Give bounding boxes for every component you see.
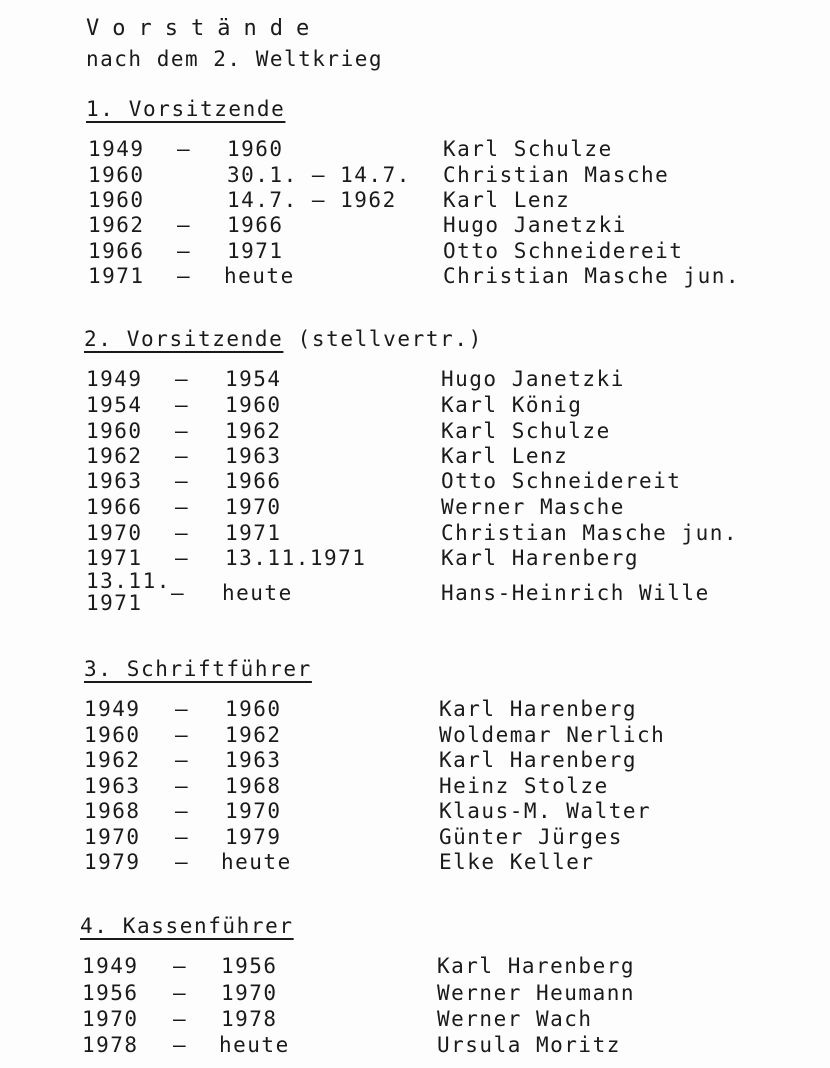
row-dash: – (175, 393, 190, 417)
row-to: 1968 (225, 774, 282, 798)
row-to: 1966 (225, 469, 282, 493)
row-from: 1960 (88, 188, 145, 212)
row-from: 1960 (84, 723, 141, 747)
row-dash: – (173, 954, 188, 978)
row-to: 1956 (221, 954, 278, 978)
section-heading-text: 1. Vorsitzende (86, 97, 286, 121)
row-from: 1971 (88, 264, 145, 288)
row-name: Woldemar Nerlich (439, 723, 666, 747)
row-dash: – (173, 1033, 188, 1057)
row-name: Werner Wach (437, 1007, 593, 1031)
row-name: Ursula Moritz (437, 1033, 621, 1057)
row-from: 1962 (88, 213, 145, 237)
row-name: Elke Keller (439, 850, 595, 874)
row-to: 1962 (225, 723, 282, 747)
section-heading-text: 3. Schriftführer (84, 657, 312, 681)
row-dash: – (175, 748, 190, 772)
row-to: heute (221, 850, 292, 874)
section-heading (84, 656, 312, 682)
row-to: heute (219, 1033, 290, 1057)
row-name: Heinz Stolze (439, 774, 609, 798)
row-from: 1949 (88, 137, 145, 161)
row-dash: – (175, 697, 190, 721)
row-name: Karl König (441, 393, 583, 417)
row-from: 1949 (82, 954, 139, 978)
row-dash: – (177, 264, 192, 288)
row-name: Karl Schulze (443, 137, 613, 161)
row-dash: – (177, 137, 192, 161)
section-heading-suffix: (stellvertr.) (283, 327, 483, 351)
row-dash: – (175, 774, 190, 798)
row-name: Karl Harenberg (437, 954, 636, 978)
row-from: 1962 (86, 444, 143, 468)
row-from: 1968 (84, 799, 141, 823)
row-name: Karl Lenz (443, 188, 571, 212)
row-to: 1971 (225, 521, 282, 545)
row-dash: – (175, 495, 190, 519)
row-name: Karl Harenberg (441, 546, 640, 570)
row-name: Hugo Janetzki (443, 213, 627, 237)
row-from: 1956 (82, 981, 139, 1005)
row-to: 1970 (225, 495, 282, 519)
row-to: 1960 (225, 697, 282, 721)
row-dash: – (175, 799, 190, 823)
row-name: Christian Masche (443, 163, 670, 187)
row-dash: – (175, 723, 190, 747)
row-name: Werner Heumann (437, 981, 636, 1005)
row-name: Hugo Janetzki (441, 367, 625, 391)
section-heading (84, 326, 483, 352)
page-subtitle: nach dem 2. Weltkrieg (86, 47, 384, 71)
section-heading-text: 2. Vorsitzende (84, 327, 284, 351)
row-dash: – (173, 981, 188, 1005)
section-heading (80, 913, 294, 939)
row-name: Günter Jürges (439, 825, 623, 849)
row-name: Werner Masche (441, 495, 625, 519)
page-title: Vorstände (86, 16, 323, 41)
row-name: Otto Schneidereit (443, 239, 684, 263)
row-to: 1960 (225, 393, 282, 417)
row-name: Karl Harenberg (439, 748, 638, 772)
row-to: 1963 (225, 444, 282, 468)
row-from: 1963 (86, 469, 143, 493)
row-name: Karl Lenz (441, 444, 569, 468)
row-name: Hans-Heinrich Wille (441, 581, 710, 605)
row-dash: – (175, 469, 190, 493)
row-to: 1978 (221, 1007, 278, 1031)
section-heading (86, 96, 285, 122)
row-dash: – (171, 581, 186, 605)
row-dash: – (175, 546, 190, 570)
row-from: 1960 (88, 163, 145, 187)
row-dash: – (175, 419, 190, 443)
row-from: 1966 (86, 495, 143, 519)
row-name: Karl Schulze (441, 419, 611, 443)
row-from: 1954 (86, 393, 143, 417)
row-dash: – (175, 367, 190, 391)
row-name: Christian Masche jun. (443, 264, 741, 288)
row-from: 1970 (84, 825, 141, 849)
row-from: 1963 (84, 774, 141, 798)
row-from: 1979 (84, 850, 141, 874)
row-from: 1966 (88, 239, 145, 263)
row-to: 1979 (225, 825, 282, 849)
row-to: 1970 (225, 799, 282, 823)
row-dash: – (175, 825, 190, 849)
row-dash: – (175, 444, 190, 468)
row-to: 1966 (227, 213, 284, 237)
row-dash: – (177, 239, 192, 263)
row-dash: – (177, 213, 192, 237)
row-from: 1962 (84, 748, 141, 772)
row-from: 1949 (84, 697, 141, 721)
row-from: 13.11. 1971 (86, 569, 171, 615)
row-dash: – (175, 521, 190, 545)
row-to: 1971 (227, 239, 284, 263)
row-to: 14.7. – 1962 (227, 188, 397, 212)
row-name: Klaus-M. Walter (439, 799, 652, 823)
row-to: heute (224, 264, 295, 288)
row-name: Christian Masche jun. (441, 521, 739, 545)
row-to: 1954 (225, 367, 282, 391)
row-from: 1960 (86, 419, 143, 443)
row-dash: – (175, 850, 190, 874)
row-to: 1962 (225, 419, 282, 443)
row-to: heute (222, 581, 293, 605)
row-to: 30.1. – 14.7. (227, 163, 411, 187)
section-heading-text: 4. Kassenführer (80, 914, 294, 938)
row-to: 1970 (221, 981, 278, 1005)
row-dash: – (173, 1007, 188, 1031)
row-from: 1971 (86, 546, 143, 570)
row-name: Otto Schneidereit (441, 469, 682, 493)
row-from: 1949 (86, 367, 143, 391)
row-to: 13.11.1971 (225, 546, 367, 570)
row-from: 1970 (86, 521, 143, 545)
row-to: 1960 (227, 137, 284, 161)
row-from: 1970 (82, 1007, 139, 1031)
row-to: 1963 (225, 748, 282, 772)
row-from: 1978 (82, 1033, 139, 1057)
row-name: Karl Harenberg (439, 697, 638, 721)
